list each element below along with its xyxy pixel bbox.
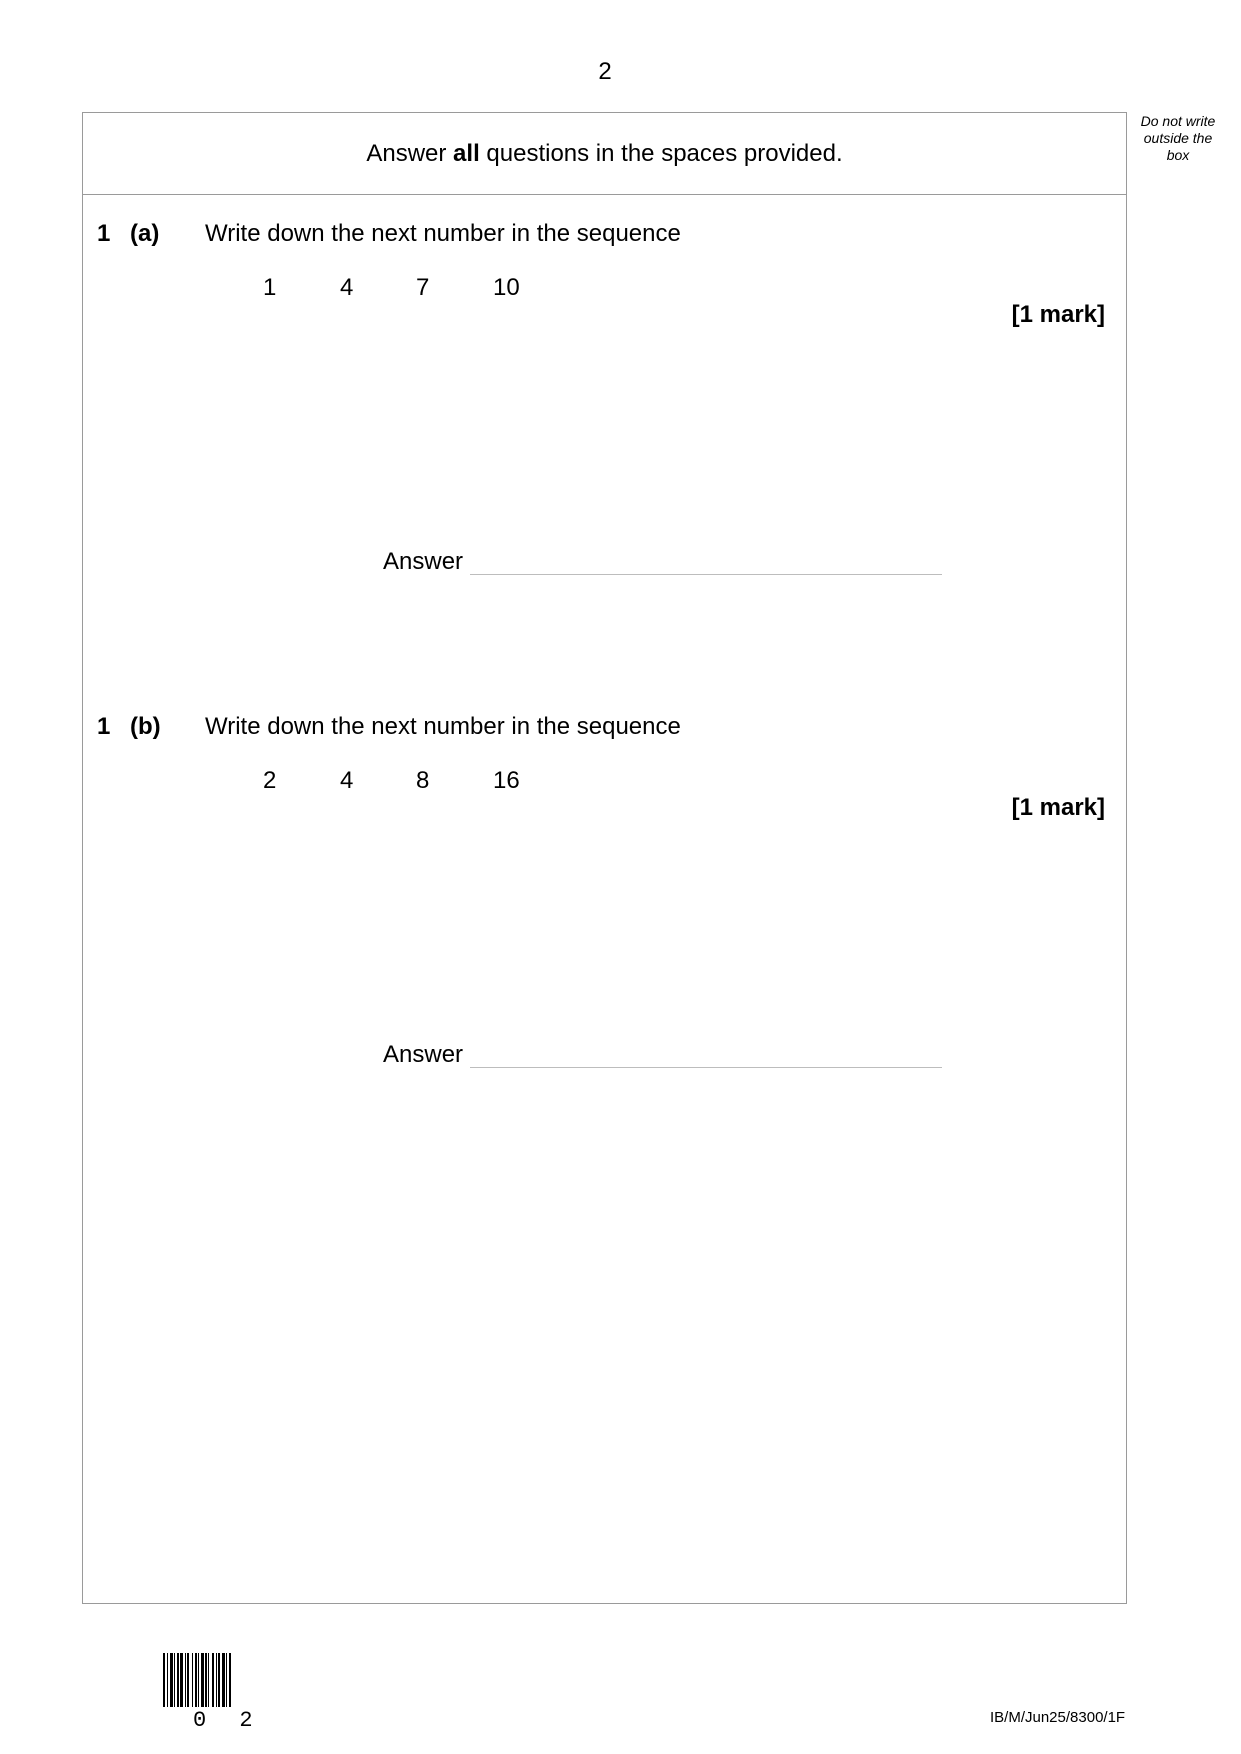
sequence-term: 4 — [340, 274, 354, 301]
answer-line[interactable] — [470, 1067, 942, 1068]
answer-label: Answer — [383, 548, 464, 575]
instruction-band — [83, 113, 1126, 195]
sequence-term: 10 — [493, 274, 520, 301]
reference-code: IB/M/Jun25/8300/1F — [990, 1709, 1126, 1726]
question-text: Write down the next number in the sequence — [205, 220, 681, 247]
barcode — [163, 1653, 232, 1707]
marks-label: [1 mark] — [1011, 794, 1105, 821]
question-text: Write down the next number in the sequence — [205, 713, 681, 740]
sequence-term: 2 — [263, 767, 277, 794]
sequence-term: 8 — [416, 767, 430, 794]
sequence-term: 16 — [493, 767, 520, 794]
question-part: (b) — [130, 713, 161, 740]
barcode-bar — [231, 1653, 232, 1707]
page-number: 2 — [598, 58, 612, 85]
question-number: 1 — [97, 220, 111, 247]
margin-note — [1128, 113, 1228, 164]
marks-label: [1 mark] — [1011, 301, 1105, 328]
margin-note-line: box — [1166, 147, 1190, 163]
instruction-bold: all — [453, 139, 480, 167]
sequence-term: 1 — [263, 274, 277, 301]
margin-note-line: outside the — [1143, 130, 1213, 146]
answer-label: Answer — [383, 1041, 464, 1068]
question-number: 1 — [97, 713, 111, 740]
instruction-text — [366, 140, 842, 168]
barcode-text: 0 2 — [193, 1708, 263, 1733]
instruction-after: questions in the spaces provided. — [479, 139, 843, 167]
sequence-term: 7 — [416, 274, 430, 301]
instruction-before: Answer — [366, 139, 454, 167]
answer-box — [82, 112, 1127, 1604]
sequence-term: 4 — [340, 767, 354, 794]
margin-note-line: Do not write — [1140, 113, 1216, 129]
answer-line[interactable] — [470, 574, 942, 575]
question-part: (a) — [130, 220, 160, 247]
